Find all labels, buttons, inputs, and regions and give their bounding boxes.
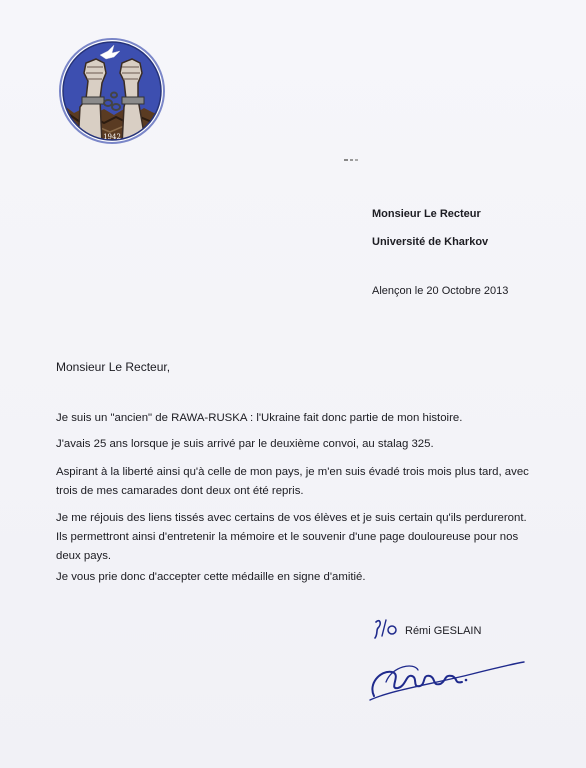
body-paragraph: Je suis un "ancien" de RAWA-RUSKA : l'Ukraine fait donc partie de mon histoire.	[56, 412, 463, 424]
signatory-name: Rémi GESLAIN	[405, 625, 482, 637]
dateline: Alençon le 20 Octobre 2013	[372, 285, 509, 297]
stray-ink-marks	[344, 158, 358, 162]
per-procuration-handwriting-icon	[372, 616, 398, 640]
body-paragraph: Je me réjouis des liens tissés avec certains de vos élèves et je suis certain qu'ils perdureront. Ils permettront ainsi d'entretenir la mémoire et le souvenir d'une page douloureuse pour nos deux pays.	[56, 512, 527, 562]
raised-fists-emblem-icon	[56, 37, 168, 145]
body-paragraph: J'avais 25 ans lorsque je suis arrivé par le deuxième convoi, au stalag 325.	[56, 438, 434, 450]
body-paragraph: Je vous prie donc d'accepter cette médaille en signe d'amitié.	[56, 571, 366, 583]
body-paragraph: Aspirant à la liberté ainsi qu'à celle de mon pays, je m'en suis évadé trois mois plus tard, avec trois de mes camarades dont deux ont été repris.	[56, 466, 529, 497]
recipient-institution: Université de Kharkov	[372, 236, 489, 248]
handwritten-signature-icon	[362, 644, 530, 706]
emblem-year: 1942	[103, 133, 121, 141]
salutation: Monsieur Le Recteur,	[56, 360, 171, 374]
recipient-name: Monsieur Le Recteur	[372, 208, 481, 220]
